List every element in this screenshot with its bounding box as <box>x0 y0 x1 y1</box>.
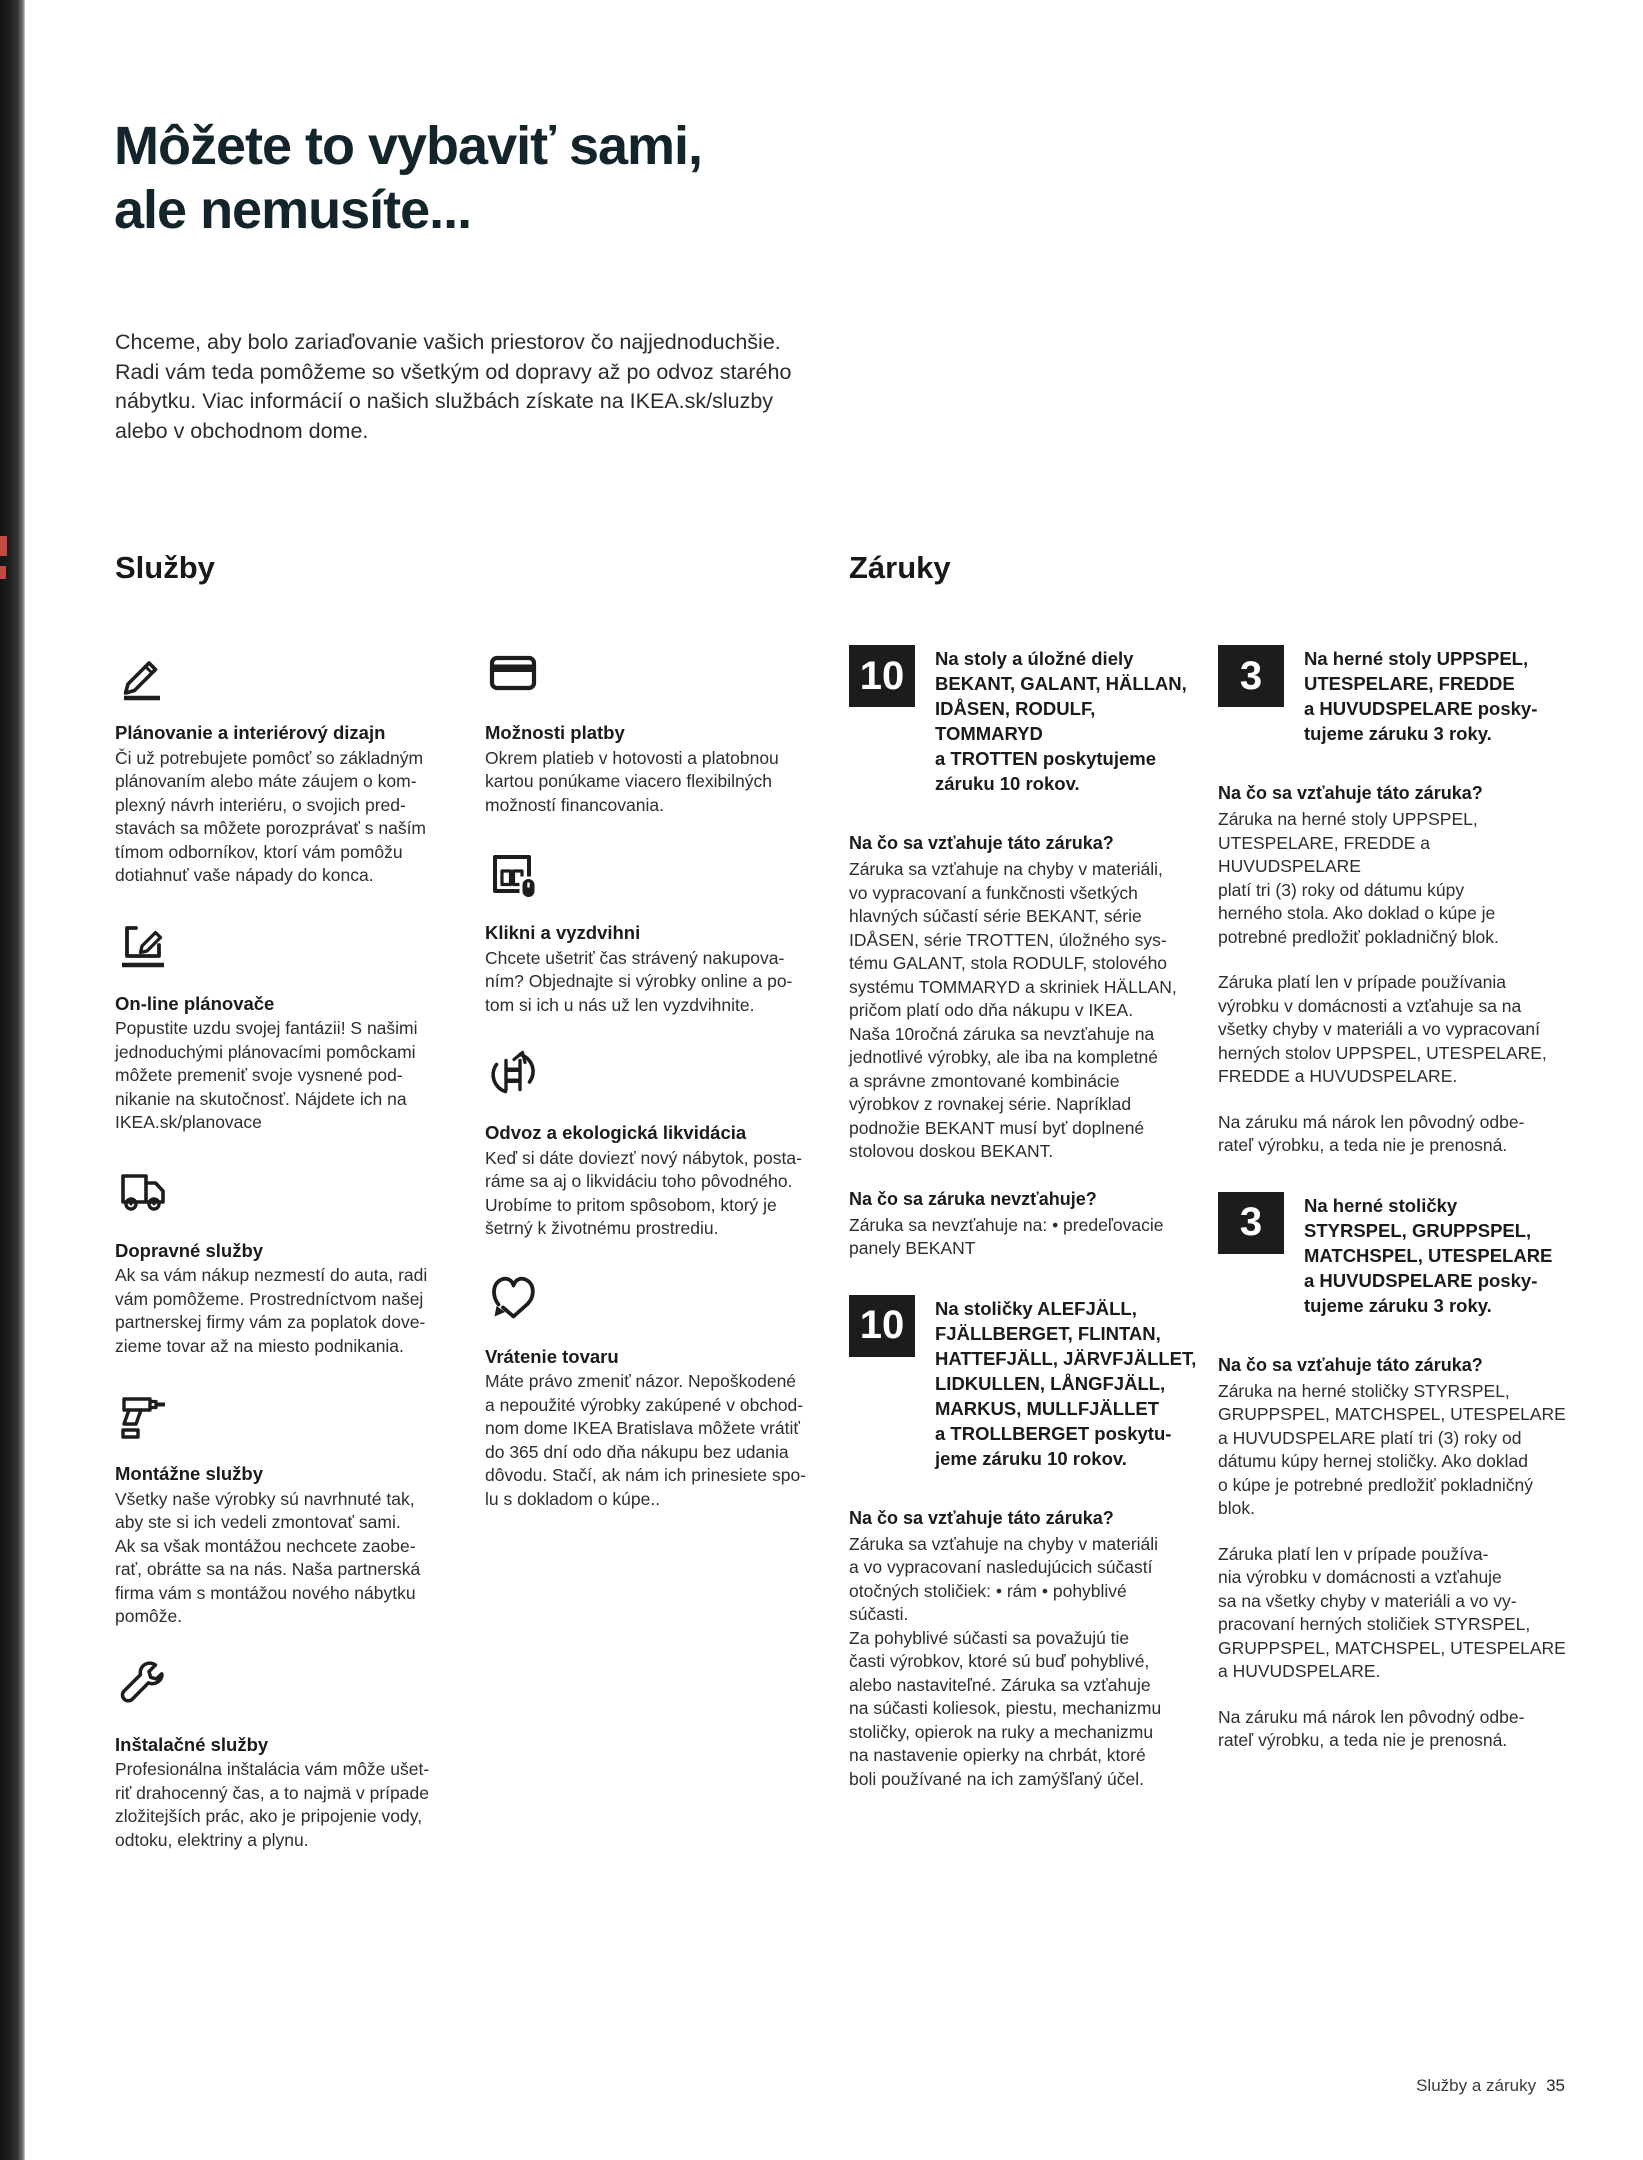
warranty-paragraph <box>849 1214 1201 1261</box>
service-body <box>485 1147 837 1241</box>
service-body-line: nikanie na skutočnosť. Nájdete ich na <box>115 1088 407 1109</box>
service-body-line: kartou ponúkame viacero flexibilných <box>485 771 772 791</box>
warranty-paragraph-line: rateľ výrobku, a teda nie je prenosná. <box>1218 1730 1508 1750</box>
warranty-badge-line: Na stoly a úložné diely <box>935 648 1134 669</box>
credit-card-icon <box>485 645 837 701</box>
drill-icon <box>115 1386 467 1442</box>
service-body-line: Máte právo zmeniť názor. Nepoškodené <box>485 1371 797 1391</box>
service-body-line: IKEA.sk/planovace <box>115 1112 262 1132</box>
service-body-line: nom dome IKEA Bratislava môžete vrátiť <box>485 1418 800 1438</box>
page-footer <box>1416 2076 1565 2096</box>
page-title <box>114 114 702 242</box>
service-body-line: Všetky naše výrobky sú navrhnuté tak, <box>115 1488 415 1509</box>
warranty-badge-line: Na herné stoly UPPSPEL, <box>1304 648 1529 669</box>
service-body-line: do 365 dní odo dňa nákupu bez udania <box>485 1441 789 1462</box>
warranty-paragraph-line: hlavných súčastí série BEKANT, série <box>849 906 1142 926</box>
warranty-paragraph-line: na súčasti koliesok, piestu, mechanizmu <box>849 1698 1162 1718</box>
service-body-line: partnerskej firmy vám za poplatok dove- <box>115 1312 426 1332</box>
warranty-badge-line: jeme záruku 10 rokov. <box>935 1447 1127 1469</box>
warranty-paragraph-line: výrobku v domácnosti a vzťahuje sa na <box>1218 995 1522 1016</box>
warranty-paragraph <box>1218 1706 1570 1753</box>
warranties-column-2 <box>1218 645 1570 1775</box>
service-title: Klikni a vyzdvihni <box>485 922 641 943</box>
truck-icon <box>115 1163 467 1219</box>
service-body-line: vám pomôžeme. Prostredníctvom našej <box>115 1288 424 1309</box>
warranty-badge-line: tujeme záruku 3 roky. <box>1304 723 1492 744</box>
warranty-badge-line: a HUVUDSPELARE posky- <box>1304 698 1538 719</box>
service-body-line: možností financovania. <box>485 794 664 815</box>
warranty-paragraph-line: herného stola. Ako doklad o kúpe je <box>1218 903 1496 923</box>
service-body-line: riť drahocenný čas, a to najmä v prípade <box>115 1782 429 1803</box>
warranty-badge-line: tujeme záruku 3 roky. <box>1304 1294 1492 1316</box>
warranty-badge-line: UTESPELARE, FREDDE <box>1304 673 1515 694</box>
warranty-paragraph-line: alebo nastaviteľné. Záruka sa vzťahuje <box>849 1674 1151 1695</box>
service-block <box>115 1163 467 1359</box>
pencil-icon <box>115 645 467 701</box>
warranty-paragraph-line: Na záruku má nárok len pôvodný odbe- <box>1218 1111 1525 1132</box>
warranty-badge-line: a HUVUDSPELARE posky- <box>1304 1269 1538 1291</box>
wrench-icon <box>115 1657 467 1713</box>
warranty-paragraph-line: herných stolov UPPSPEL, UTESPELARE, <box>1218 1042 1547 1063</box>
service-block <box>485 1269 837 1512</box>
warranty-years-badge: 10 <box>849 645 915 707</box>
warranty-paragraph-line: časti výrobkov, ktoré sú buď pohyblivé, <box>849 1651 1150 1671</box>
service-title: Možnosti platby <box>485 722 625 743</box>
intro-line: Radi vám teda pomôžeme so všetkým od dopravy až po odvoz starého <box>115 359 792 384</box>
warranty-paragraph-line: Záruka platí len v prípade používania <box>1218 972 1506 992</box>
warranty-badge-line: FJÄLLBERGET, FLINTAN, <box>935 1322 1161 1344</box>
warranty-paragraph-line: GRUPPSPEL, MATCHSPEL, UTESPELARE <box>1218 1404 1566 1424</box>
service-body-line: Chcete ušetriť čas strávený nakupova- <box>485 947 785 968</box>
service-body-line: plánovaním alebo máte záujem o kom- <box>115 771 417 791</box>
warranty-paragraph <box>1218 1543 1570 1684</box>
service-body-line: aby ste si ich vedeli zmontovať sami. <box>115 1512 401 1532</box>
warranty-paragraph <box>1218 1380 1570 1521</box>
warranty-paragraph <box>1218 971 1570 1089</box>
service-body-line: tom si ich u nás už len vyzdvihnite. <box>485 994 755 1015</box>
services-heading: Služby <box>115 550 215 585</box>
warranty-paragraph-line: všetky chyby v materiáli a vo vypracovaní <box>1218 1019 1540 1039</box>
service-body-line: lu s dokladom o kúpe.. <box>485 1488 661 1509</box>
warranty-paragraph-line: výrobkov z rovnakej série. Napríklad <box>849 1094 1132 1114</box>
warranty-subheading: Na čo sa vzťahuje táto záruka? <box>849 833 1114 853</box>
service-title: Dopravné služby <box>115 1239 264 1261</box>
service-block <box>485 845 837 1017</box>
warranty-paragraph-line: Záruka na herné stoly UPPSPEL, <box>1218 809 1478 829</box>
service-title: Montážne služby <box>115 1463 264 1484</box>
warranty-paragraph-line: Naša 10ročná záruka sa nevzťahuje na <box>849 1023 1155 1044</box>
warranty-paragraph-line: otočných stoličiek: • rám • pohyblivé <box>849 1580 1127 1601</box>
footer-section-label: Služby a záruky <box>1416 2076 1537 2095</box>
laptop-pencil-icon <box>115 916 467 972</box>
spine-red-mark <box>0 566 6 579</box>
service-body-line: zložitejších prác, ako je pripojenie vody, <box>115 1806 423 1826</box>
service-body <box>115 1264 467 1358</box>
warranty-paragraph-line: FREDDE a HUVUDSPELARE. <box>1218 1066 1458 1086</box>
service-body-line: Okrem platieb v hotovosti a platobnou <box>485 747 779 768</box>
service-body-line: Ak sa vám nákup nezmestí do auta, radi <box>115 1265 428 1285</box>
service-body-line: Či už potrebujete pomôcť so základným <box>115 747 424 768</box>
warranty-badge-line: IDÅSEN, RODULF, TOMMARYD <box>935 698 1096 744</box>
intro-line: Chceme, aby bolo zariaďovanie vašich priestorov čo najjednoduchšie. <box>115 330 781 354</box>
warranty-badge-block <box>1218 1192 1570 1318</box>
page-title-line: Môžete to vybaviť sami, <box>114 116 703 176</box>
warranty-subheading: Na čo sa vzťahuje táto záruka? <box>1218 783 1483 803</box>
warranty-badge-line: MARKUS, MULLFJÄLLET <box>935 1397 1160 1419</box>
service-body <box>485 1370 837 1511</box>
service-body-line: dôvodu. Stačí, ak nám ich prinesiete spo- <box>485 1465 807 1485</box>
warranty-paragraph-line: panely BEKANT <box>849 1238 976 1258</box>
warranty-badge-line: Na herné stoličky <box>1304 1194 1458 1216</box>
warranty-paragraph-line: o kúpe je potrebné predložiť pokladničný <box>1218 1474 1533 1495</box>
service-body-line: Popustite uzdu svojej fantázii! S našimi <box>115 1018 418 1038</box>
warranty-paragraph-line: a HUVUDSPELARE platí tri (3) roky od <box>1218 1427 1522 1448</box>
warranty-badge-line: záruku 10 rokov. <box>935 773 1080 794</box>
warranty-badge-text <box>935 645 1201 796</box>
warranty-badge-line: Na stoličky ALEFJÄLL, <box>935 1297 1137 1319</box>
warranty-paragraph-line: na nastavenie opierky na chrbát, ktoré <box>849 1745 1146 1765</box>
warranty-years-badge: 3 <box>1218 645 1284 707</box>
warranty-paragraph-line: súčasti. <box>849 1604 909 1624</box>
service-body-line: plexný návrh interiéru, o svojich pred- <box>115 794 406 815</box>
warranty-paragraph-line: Záruka sa nevzťahuje na: • predeľovacie <box>849 1214 1164 1235</box>
warranty-paragraph-line: tému GALANT, stola RODULF, stolového <box>849 953 1168 973</box>
warranty-paragraph-line: boli používané na ich zamýšľaný účel. <box>849 1768 1144 1789</box>
warranty-paragraph <box>849 858 1201 1164</box>
warranty-paragraph <box>849 1533 1201 1792</box>
warranty-badge-block <box>1218 645 1570 746</box>
warranty-paragraph-line: pričom platí odo dňa nákupu v IKEA. <box>849 1000 1134 1020</box>
service-body-line: Urobíme to pritom spôsobom, ktorý je <box>485 1194 777 1215</box>
warranty-badge-line: STYRSPEL, GRUPPSPEL, <box>1304 1219 1532 1241</box>
warranty-paragraph-line: rateľ výrobku, a teda nie je prenosná. <box>1218 1135 1508 1155</box>
warranty-badge-line: MATCHSPEL, UTESPELARE <box>1304 1244 1553 1266</box>
warranty-subheading: Na čo sa záruka nevzťahuje? <box>849 1188 1097 1209</box>
service-block <box>115 1386 467 1629</box>
service-body-line: pomôže. <box>115 1606 183 1626</box>
service-block <box>115 645 467 888</box>
service-body-line: firma vám s montážou nového nábytku <box>115 1582 416 1603</box>
heart-return-icon <box>485 1269 837 1325</box>
warranty-paragraph-line: IDÅSEN, série TROTTEN, úložného sys- <box>849 929 1167 950</box>
warranty-paragraph-line: UTESPELARE, FREDDE a HUVUDSPELARE <box>1218 832 1430 876</box>
service-body <box>485 947 837 1018</box>
page-number: 35 <box>1546 2076 1565 2095</box>
service-body-line: rať, obrátte sa na nás. Naša partnerská <box>115 1559 421 1579</box>
services-column-2 <box>485 645 837 1539</box>
service-title: Vrátenie tovaru <box>485 1345 619 1367</box>
warranty-paragraph-line: GRUPPSPEL, MATCHSPEL, UTESPELARE <box>1218 1637 1566 1658</box>
warranty-badge-line: BEKANT, GALANT, HÄLLAN, <box>935 673 1187 694</box>
warranty-paragraph-line: a správne zmontované kombinácie <box>849 1070 1120 1091</box>
service-body <box>115 1488 467 1629</box>
warranty-badge-line: a TROLLBERGET poskytu- <box>935 1422 1172 1444</box>
warranty-paragraph-line: Záruka sa vzťahuje na chyby v materiáli, <box>849 859 1163 879</box>
warranties-column-1 <box>849 645 1201 1813</box>
service-body <box>485 747 837 818</box>
warranty-badge-line: a TROTTEN poskytujeme <box>935 748 1157 769</box>
service-body-line: Keď si dáte doviezť nový nábytok, posta- <box>485 1147 802 1168</box>
service-body-line: šetrný k životnému prostrediu. <box>485 1218 719 1238</box>
service-body <box>115 1758 467 1852</box>
warranty-paragraph-line: Za pohyblivé súčasti sa považujú tie <box>849 1627 1130 1648</box>
services-column-1 <box>115 645 467 1880</box>
warranty-paragraph-line: podnožie BEKANT musí byť doplnené <box>849 1117 1145 1138</box>
service-body-line: dotiahnuť vaše nápady do konca. <box>115 865 374 885</box>
warranty-paragraph-line: sa na všetky chyby v materiáli a vo vy- <box>1218 1590 1517 1611</box>
service-body-line: ráme sa aj o likvidáciu toho pôvodného. <box>485 1171 793 1191</box>
recycle-arrows-icon <box>485 1045 837 1101</box>
warranty-paragraph <box>1218 808 1570 949</box>
service-block <box>485 1045 837 1241</box>
warranty-paragraph-line: stoličky, opierok na ruky a mechanizmu <box>849 1721 1154 1742</box>
intro-paragraph <box>115 328 791 446</box>
service-body-line: tímom odborníkov, ktorí vám pomôžu <box>115 841 403 862</box>
service-body <box>115 747 467 888</box>
service-title: On-line plánovače <box>115 992 275 1014</box>
warranty-badge-line: HATTEFJÄLL, JÄRVFJÄLLET, <box>935 1347 1197 1369</box>
service-block <box>115 1657 467 1853</box>
service-body-line: Profesionálna inštalácia vám môže ušet- <box>115 1759 430 1779</box>
service-body-line: Ak sa však montážou nechcete zaobe- <box>115 1535 416 1556</box>
warranty-badge-text <box>1304 1192 1552 1318</box>
intro-line: nábytku. Viac informácií o našich službách získate na IKEA.sk/sluzby <box>115 389 774 413</box>
warranty-paragraph-line: Záruka platí len v prípade používa- <box>1218 1543 1489 1564</box>
warranty-paragraph-line: a HUVUDSPELARE. <box>1218 1661 1381 1681</box>
service-body-line: stavách sa môžete porozprávať s naším <box>115 818 427 838</box>
warranty-paragraph-line: vo vypracovaní a funkčnosti všetkých <box>849 882 1138 903</box>
warranty-badge-text <box>935 1295 1196 1471</box>
service-block <box>115 916 467 1135</box>
warranty-paragraph-line: Záruka sa vzťahuje na chyby v materiáli <box>849 1533 1159 1554</box>
warranty-paragraph-line: pracovaní herných stoličiek STYRSPEL, <box>1218 1614 1531 1634</box>
warranty-subheading: Na čo sa vzťahuje táto záruka? <box>1218 1354 1483 1375</box>
warranty-badge-block <box>849 645 1201 796</box>
warranty-badge-block <box>849 1295 1201 1471</box>
service-title: Inštalačné služby <box>115 1733 269 1755</box>
service-body <box>115 1017 467 1135</box>
service-title: Odvoz a ekologická likvidácia <box>485 1122 747 1143</box>
warranty-paragraph-line: systému TOMMARYD a skriniek HÄLLAN, <box>849 976 1177 997</box>
warranty-paragraph-line: nia výrobku v domácnosti a vzťahuje <box>1218 1567 1502 1587</box>
warranty-paragraph-line: blok. <box>1218 1498 1255 1518</box>
warranty-badge-line: LIDKULLEN, LÅNGFJÄLL, <box>935 1372 1166 1394</box>
warranty-paragraph <box>1218 1111 1570 1158</box>
warranty-paragraph-line: platí tri (3) roky od dátumu kúpy <box>1218 879 1465 900</box>
warranty-years-badge: 3 <box>1218 1192 1284 1254</box>
service-body-line: jednoduchými plánovacími pomôckami <box>115 1041 416 1062</box>
service-body-line: môžete premeniť svoje vysnené pod- <box>115 1065 403 1085</box>
service-body-line: odtoku, elektriny a plynu. <box>115 1829 309 1850</box>
page-title-line: ale nemusíte... <box>114 180 472 240</box>
warranty-paragraph-line: Záruka na herné stoličky STYRSPEL, <box>1218 1380 1510 1401</box>
warranty-subheading: Na čo sa vzťahuje táto záruka? <box>849 1507 1114 1528</box>
warranty-paragraph-line: Na záruku má nárok len pôvodný odbe- <box>1218 1706 1525 1727</box>
service-body-line: zieme tovar až na miesto podnikania. <box>115 1335 404 1356</box>
warranty-paragraph-line: jednotlivé výrobky, ale iba na kompletné <box>849 1047 1159 1067</box>
service-body-line: a nepoužité výrobky zakúpené v obchod- <box>485 1394 804 1415</box>
warranty-paragraph-line: stolovou doskou BEKANT. <box>849 1141 1054 1161</box>
spine-red-mark <box>0 536 7 556</box>
page-spine <box>0 0 25 2160</box>
service-block <box>485 645 837 817</box>
intro-line: alebo v obchodnom dome. <box>115 418 369 443</box>
warranty-paragraph-line: potrebné predložiť pokladničný blok. <box>1218 926 1499 947</box>
warranties-heading: Záruky <box>849 550 951 585</box>
warranty-years-badge: 10 <box>849 1295 915 1357</box>
warranty-paragraph-line: a vo vypracovaní nasledujúcich súčastí <box>849 1557 1153 1577</box>
warranty-badge-text <box>1304 645 1537 746</box>
storefront-mouse-icon <box>485 845 837 901</box>
service-title: Plánovanie a interiérový dizajn <box>115 722 386 743</box>
warranty-paragraph-line: dátumu kúpy hernej stoličky. Ako doklad <box>1218 1451 1528 1471</box>
service-body-line: ním? Objednajte si výrobky online a po- <box>485 971 793 991</box>
